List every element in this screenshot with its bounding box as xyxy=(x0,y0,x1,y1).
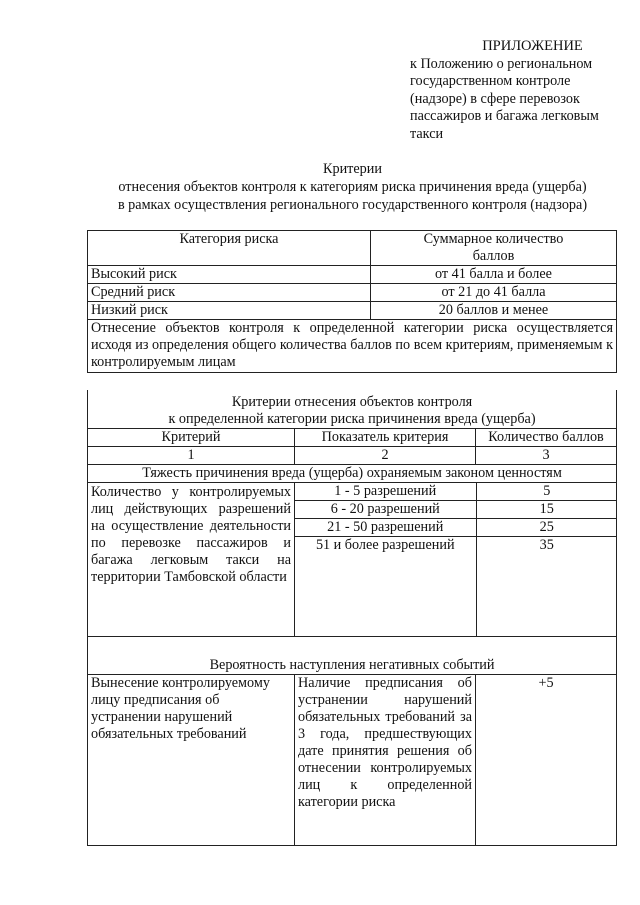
table-row xyxy=(295,519,617,537)
table-row xyxy=(295,501,617,519)
col-number: 1 xyxy=(88,447,295,465)
table-row xyxy=(295,537,617,637)
header-criterion: Критерий xyxy=(88,429,295,447)
permit-range: 1 - 5 разрешений xyxy=(295,483,476,501)
criteria-heading xyxy=(70,160,635,214)
criteria-subtitle-line2: в рамках осуществления регионального государственного контроля (надзора) xyxy=(117,197,588,213)
criterion-order: Вынесение контролируемому лицу предписания об устранении нарушений обязательных требований xyxy=(88,675,295,846)
header-total-points xyxy=(371,231,617,266)
table-row xyxy=(295,483,617,501)
permit-points: 25 xyxy=(476,519,617,537)
header-indicator: Показатель критерия xyxy=(295,429,476,447)
header-points: Количество баллов xyxy=(476,429,617,447)
appendix-block xyxy=(410,38,625,144)
appendix-title: ПРИЛОЖЕНИЕ xyxy=(482,38,583,54)
permit-range: 6 - 20 разрешений xyxy=(295,501,476,519)
criteria-table-title-line2: к определенной категории риска причинения вреда (ущерба) xyxy=(168,411,536,427)
criteria-table-title-line1: Критерии отнесения объектов контроля xyxy=(231,394,473,410)
section-probability: Вероятность наступления негативных событий xyxy=(88,657,617,675)
appendix-line: (надзоре) в сфере перевозок xyxy=(410,90,580,107)
table-note-row xyxy=(88,320,617,373)
criteria-title: Критерии xyxy=(323,161,382,177)
permit-range: 51 и более разрешений xyxy=(295,537,476,637)
risk-name: Высокий риск xyxy=(88,266,371,284)
permits-subtable xyxy=(295,483,617,636)
section-severity: Тяжесть причинения вреда (ущерба) охраняемым законом ценностям xyxy=(88,465,617,483)
col-number: 3 xyxy=(476,447,617,465)
table-row xyxy=(88,302,617,320)
criteria-table-title xyxy=(88,390,617,429)
criterion-row xyxy=(88,483,617,637)
permit-points: 35 xyxy=(476,537,617,637)
risk-points: 20 баллов и менее xyxy=(371,302,617,320)
spacer-row xyxy=(88,637,617,658)
header-total-points-text: Суммарное количество баллов xyxy=(423,231,564,264)
permits-cell xyxy=(295,483,617,637)
indicator-order: Наличие предписания об устранении нарушений обязательных требований за 3 года, предшествующих дате принятия решения об отнесении контролируемых лиц к определенной категории риска xyxy=(295,675,476,846)
risk-points: от 41 балла и более xyxy=(371,266,617,284)
criteria-subtitle-line1: отнесения объектов контроля к категориям риска причинения вреда (ущерба) xyxy=(118,179,587,195)
criterion-row xyxy=(88,675,617,846)
criterion-permits: Количество у контролируемых лиц действующих разрешений на осуществление деятельности по перевозке пассажиров и багажа легковым такси на территории Тамбовской области xyxy=(88,483,295,637)
appendix-line: государственном контроле xyxy=(410,73,571,90)
points-order: +5 xyxy=(476,675,617,846)
appendix-line: пассажиров и багажа легковым xyxy=(410,108,599,125)
table-header-row xyxy=(88,231,617,266)
permit-points: 15 xyxy=(476,501,617,519)
header-risk-category: Категория риска xyxy=(88,231,371,266)
section-row xyxy=(88,657,617,675)
risk-category-table xyxy=(87,230,617,373)
criteria-table xyxy=(87,390,617,846)
col-number: 2 xyxy=(295,447,476,465)
risk-name: Средний риск xyxy=(88,284,371,302)
risk-name: Низкий риск xyxy=(88,302,371,320)
spacer-cell xyxy=(88,637,617,658)
section-row xyxy=(88,465,617,483)
permit-range: 21 - 50 разрешений xyxy=(295,519,476,537)
appendix-line: такси xyxy=(410,125,444,142)
table-number-row xyxy=(88,447,617,465)
table-title-row xyxy=(88,390,617,429)
risk-note: Отнесение объектов контроля к определенной категории риска осуществляется исходя из определения общего количества баллов по всем критериям, применяемым к контролируемым лицам xyxy=(88,320,617,373)
appendix-line: к Положению о региональном xyxy=(410,55,593,72)
table-row xyxy=(88,284,617,302)
permit-points: 5 xyxy=(476,483,617,501)
table-header-row xyxy=(88,429,617,447)
risk-points: от 21 до 41 балла xyxy=(371,284,617,302)
table-row xyxy=(88,266,617,284)
